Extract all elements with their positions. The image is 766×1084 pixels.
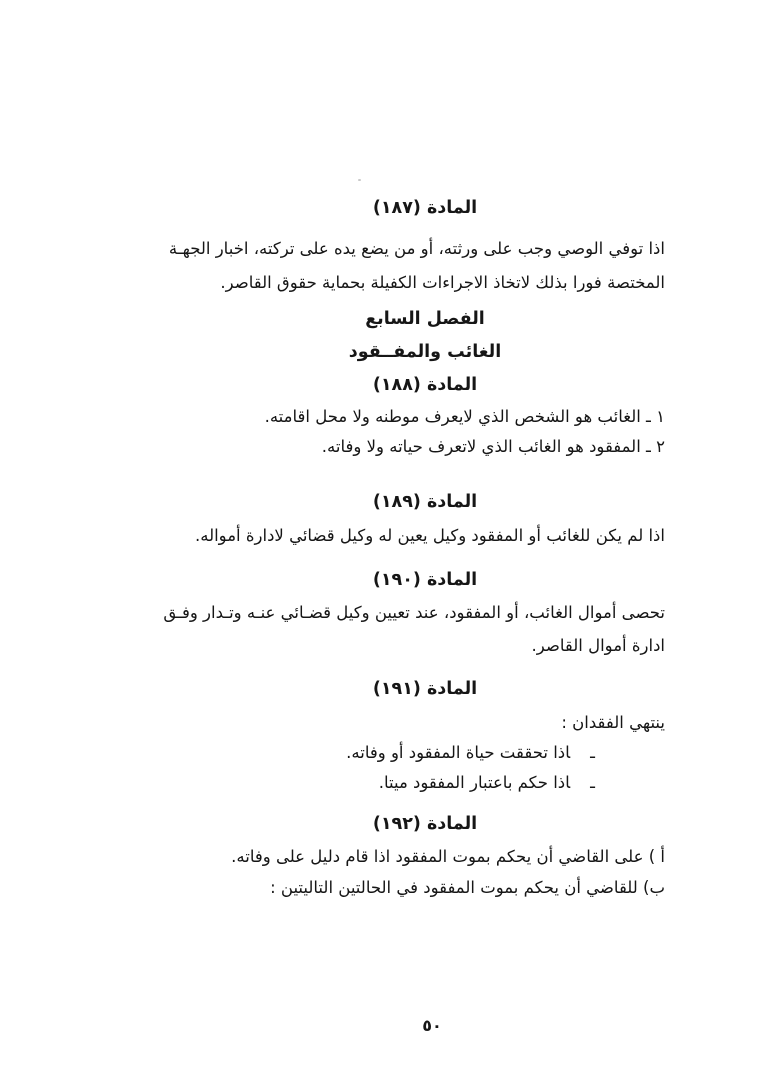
page-number: ٥٠ — [422, 1016, 442, 1035]
article-189-body-line-1: اذا لم يكن للغائب أو المفقود وكيل يعين له وكيل قضائي لادارة أمواله. — [194, 526, 665, 545]
article-190-heading: المادة (١٩٠) — [372, 570, 478, 590]
article-191-bullet-1 — [161, 740, 595, 766]
chapter-7-title: الفصل السابع — [365, 309, 485, 329]
article-191-intro: ينتهي الفقدان : — [561, 713, 665, 732]
article-190-body-line-1: تحصى أموال الغائب، أو المفقود، عند تعيين وكيل قضـائي عنـه وتـدار وفـق — [163, 603, 665, 622]
article-191-heading: المادة (١٩١) — [372, 679, 478, 699]
article-190-body-line-2: ادارة أموال القاصر. — [531, 636, 665, 655]
article-188-item-2: ٢ ـ المفقود هو الغائب الذي لاتعرف حياته ولا وفاته. — [321, 437, 665, 456]
article-188-item-1: ١ ـ الغائب هو الشخص الذي لايعرف موطنه ولا محل اقامته. — [264, 407, 665, 426]
article-187-body-line-2: المختصة فورا بذلك لاتخاذ الاجراءات الكفيلة بحماية حقوق القاصر. — [220, 273, 665, 292]
article-187-heading: المادة (١٨٧) — [372, 198, 478, 218]
article-189-heading: المادة (١٨٩) — [372, 492, 478, 512]
article-191-bullet-2-text: اذا حكم باعتبار المفقود ميتا. — [378, 773, 571, 792]
article-192-item-b: ب) للقاضي أن يحكم بموت المفقود في الحالتين التاليتين : — [270, 878, 665, 897]
scan-speck-icon — [358, 179, 361, 181]
dash-bullet-icon: ـ — [590, 743, 595, 762]
article-191-bullet-1-text: اذا تحققت حياة المفقود أو وفاته. — [346, 743, 571, 762]
article-187-body-line-1: اذا توفي الوصي وجب على ورثته، أو من يضع يده على تركته، اخبار الجهـة — [168, 239, 665, 258]
article-192-heading: المادة (١٩٢) — [372, 814, 478, 834]
article-188-heading: المادة (١٨٨) — [372, 375, 478, 395]
dash-bullet-icon: ـ — [590, 773, 595, 792]
chapter-7-subtitle: الغائب والمفــقود — [348, 342, 502, 362]
article-191-bullet-2 — [161, 770, 595, 796]
article-192-item-a: أ ) على القاضي أن يحكم بموت المفقود اذا قام دليل على وفاته. — [231, 847, 665, 866]
